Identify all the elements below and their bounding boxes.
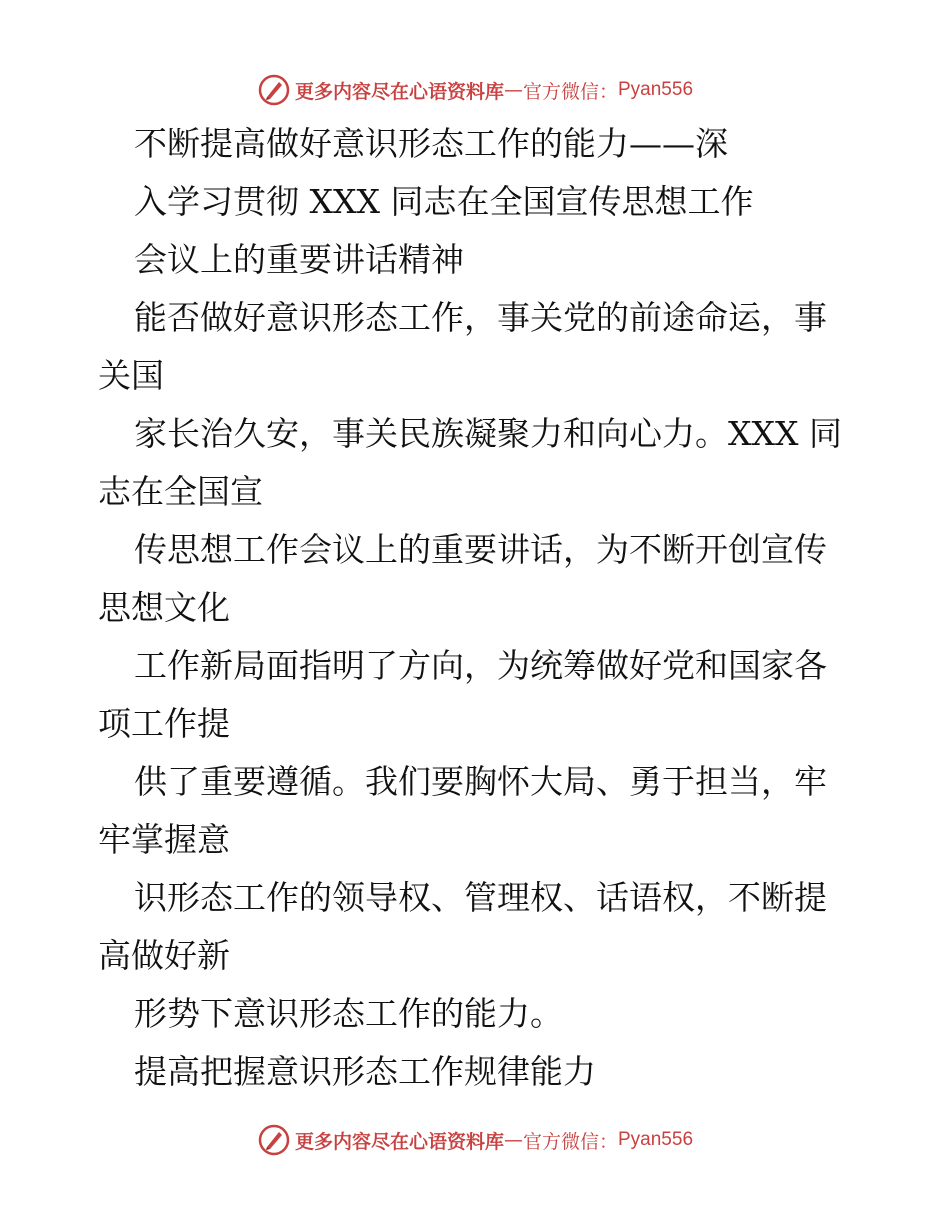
paragraph-line: 家长治久安，事关民族凝聚力和向心力。XXX 同	[134, 414, 842, 453]
banner-wechat-id: Pyan556	[618, 79, 694, 100]
title-line-1: 不断提高做好意识形态工作的能力——深	[134, 124, 728, 163]
banner-site-text: 更多内容尽在心语资料库	[294, 80, 504, 103]
paragraph-line: 牢掌握意	[98, 820, 230, 859]
document-body	[98, 115, 858, 1101]
banner-separator: —	[503, 1129, 523, 1151]
footer-watermark-banner	[0, 1120, 950, 1160]
banner-separator: —	[503, 79, 523, 101]
paragraph-line: 工作新局面指明了方向，为统筹做好党和国家各	[134, 646, 827, 685]
banner-wechat-label: 官方微信：	[522, 1130, 618, 1153]
paragraph-line: 志在全国宣	[98, 472, 263, 511]
header-watermark-banner	[0, 70, 950, 110]
banner-site-text: 更多内容尽在心语资料库	[294, 1130, 504, 1153]
paragraph-line: 能否做好意识形态工作，事关党的前途命运，事	[134, 298, 827, 337]
banner-wechat-id: Pyan556	[618, 1129, 694, 1150]
paragraph-line: 项工作提	[98, 704, 230, 743]
paragraph-line: 思想文化	[98, 588, 230, 627]
banner-wechat-label: 官方微信：	[522, 80, 618, 103]
paragraph-line: 关国	[98, 356, 164, 395]
pen-logo-icon	[257, 1123, 291, 1157]
pen-logo-icon	[257, 73, 291, 107]
title-line-3: 会议上的重要讲话精神	[134, 240, 464, 279]
paragraph-line: 识形态工作的领导权、管理权、话语权，不断提	[134, 878, 827, 917]
paragraph-line: 传思想工作会议上的重要讲话，为不断开创宣传	[134, 530, 827, 569]
title-line-2: 入学习贯彻 XXX 同志在全国宣传思想工作	[134, 182, 754, 221]
paragraph-line: 供了重要遵循。我们要胸怀大局、勇于担当，牢	[134, 762, 827, 801]
paragraph-line: 形势下意识形态工作的能力。	[134, 994, 563, 1033]
paragraph-line: 高做好新	[98, 936, 230, 975]
section-heading: 提高把握意识形态工作规律能力	[134, 1052, 596, 1091]
